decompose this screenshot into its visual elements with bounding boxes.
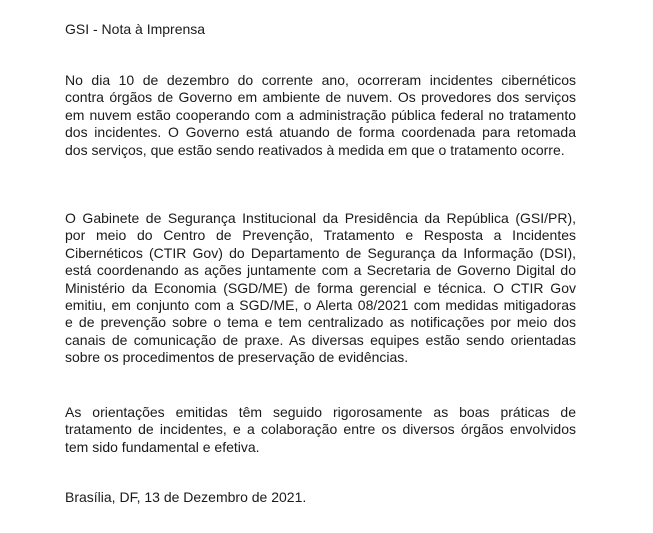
paragraph-line: dos incidentes. O Governo está atuando de forma coordenada para retomada bbox=[65, 124, 576, 141]
paragraph-line: em nuvem estão cooperando com a administração pública federal no tratamento bbox=[65, 106, 576, 123]
paragraph-line: As orientações emitidas têm seguido rigorosamente as boas práticas de bbox=[65, 404, 576, 420]
paragraph-gsi-coordination bbox=[65, 210, 576, 367]
paragraph-line: Ministério da Economia (SGD/ME) de forma gerencial e técnica. O CTIR Gov bbox=[65, 279, 576, 296]
paragraph-line: canais de comunicação de praxe. As diversas equipes estão sendo orientadas bbox=[65, 331, 576, 348]
document-title: GSI - Nota à Imprensa bbox=[65, 21, 206, 37]
paragraph-line: tem sido fundamental e efetiva. bbox=[65, 438, 260, 455]
paragraph-line: tratamento de incidentes, e a colaboração entre os diversos órgãos envolvidos bbox=[65, 421, 576, 438]
paragraph-line: está coordenando as ações juntamente com a Secretaria de Governo Digital do bbox=[65, 262, 576, 279]
paragraph-line: O Gabinete de Segurança Institucional da Presidência da República (GSI/PR), bbox=[65, 210, 576, 226]
paragraph-line: No dia 10 de dezembro do corrente ano, ocorreram incidentes cibernéticos bbox=[65, 72, 576, 88]
paragraph-incident-summary bbox=[65, 72, 576, 159]
place-and-date: Brasília, DF, 13 de Dezembro de 2021. bbox=[65, 489, 307, 505]
paragraph-line: Cibernéticos (CTIR Gov) do Departamento de Segurança da Informação (DSI), bbox=[65, 244, 576, 261]
paragraph-line: por meio do Centro de Prevenção, Tratamento e Resposta a Incidentes bbox=[65, 227, 576, 244]
paragraph-line: emitiu, em conjunto com a SGD/ME, o Alerta 08/2021 com medidas mitigadoras bbox=[65, 297, 576, 314]
paragraph-line: e de prevenção sobre o tema e tem centralizado as notificações por meio dos bbox=[65, 314, 576, 331]
paragraph-line: contra órgãos de Governo em ambiente de nuvem. Os provedores dos serviços bbox=[65, 89, 576, 106]
paragraph-guidance bbox=[65, 404, 576, 456]
paragraph-line: sobre os procedimentos de preservação de evidências. bbox=[65, 349, 409, 366]
paragraph-line: dos serviços, que estão sendo reativados à medida em que o tratamento ocorre. bbox=[65, 141, 565, 158]
